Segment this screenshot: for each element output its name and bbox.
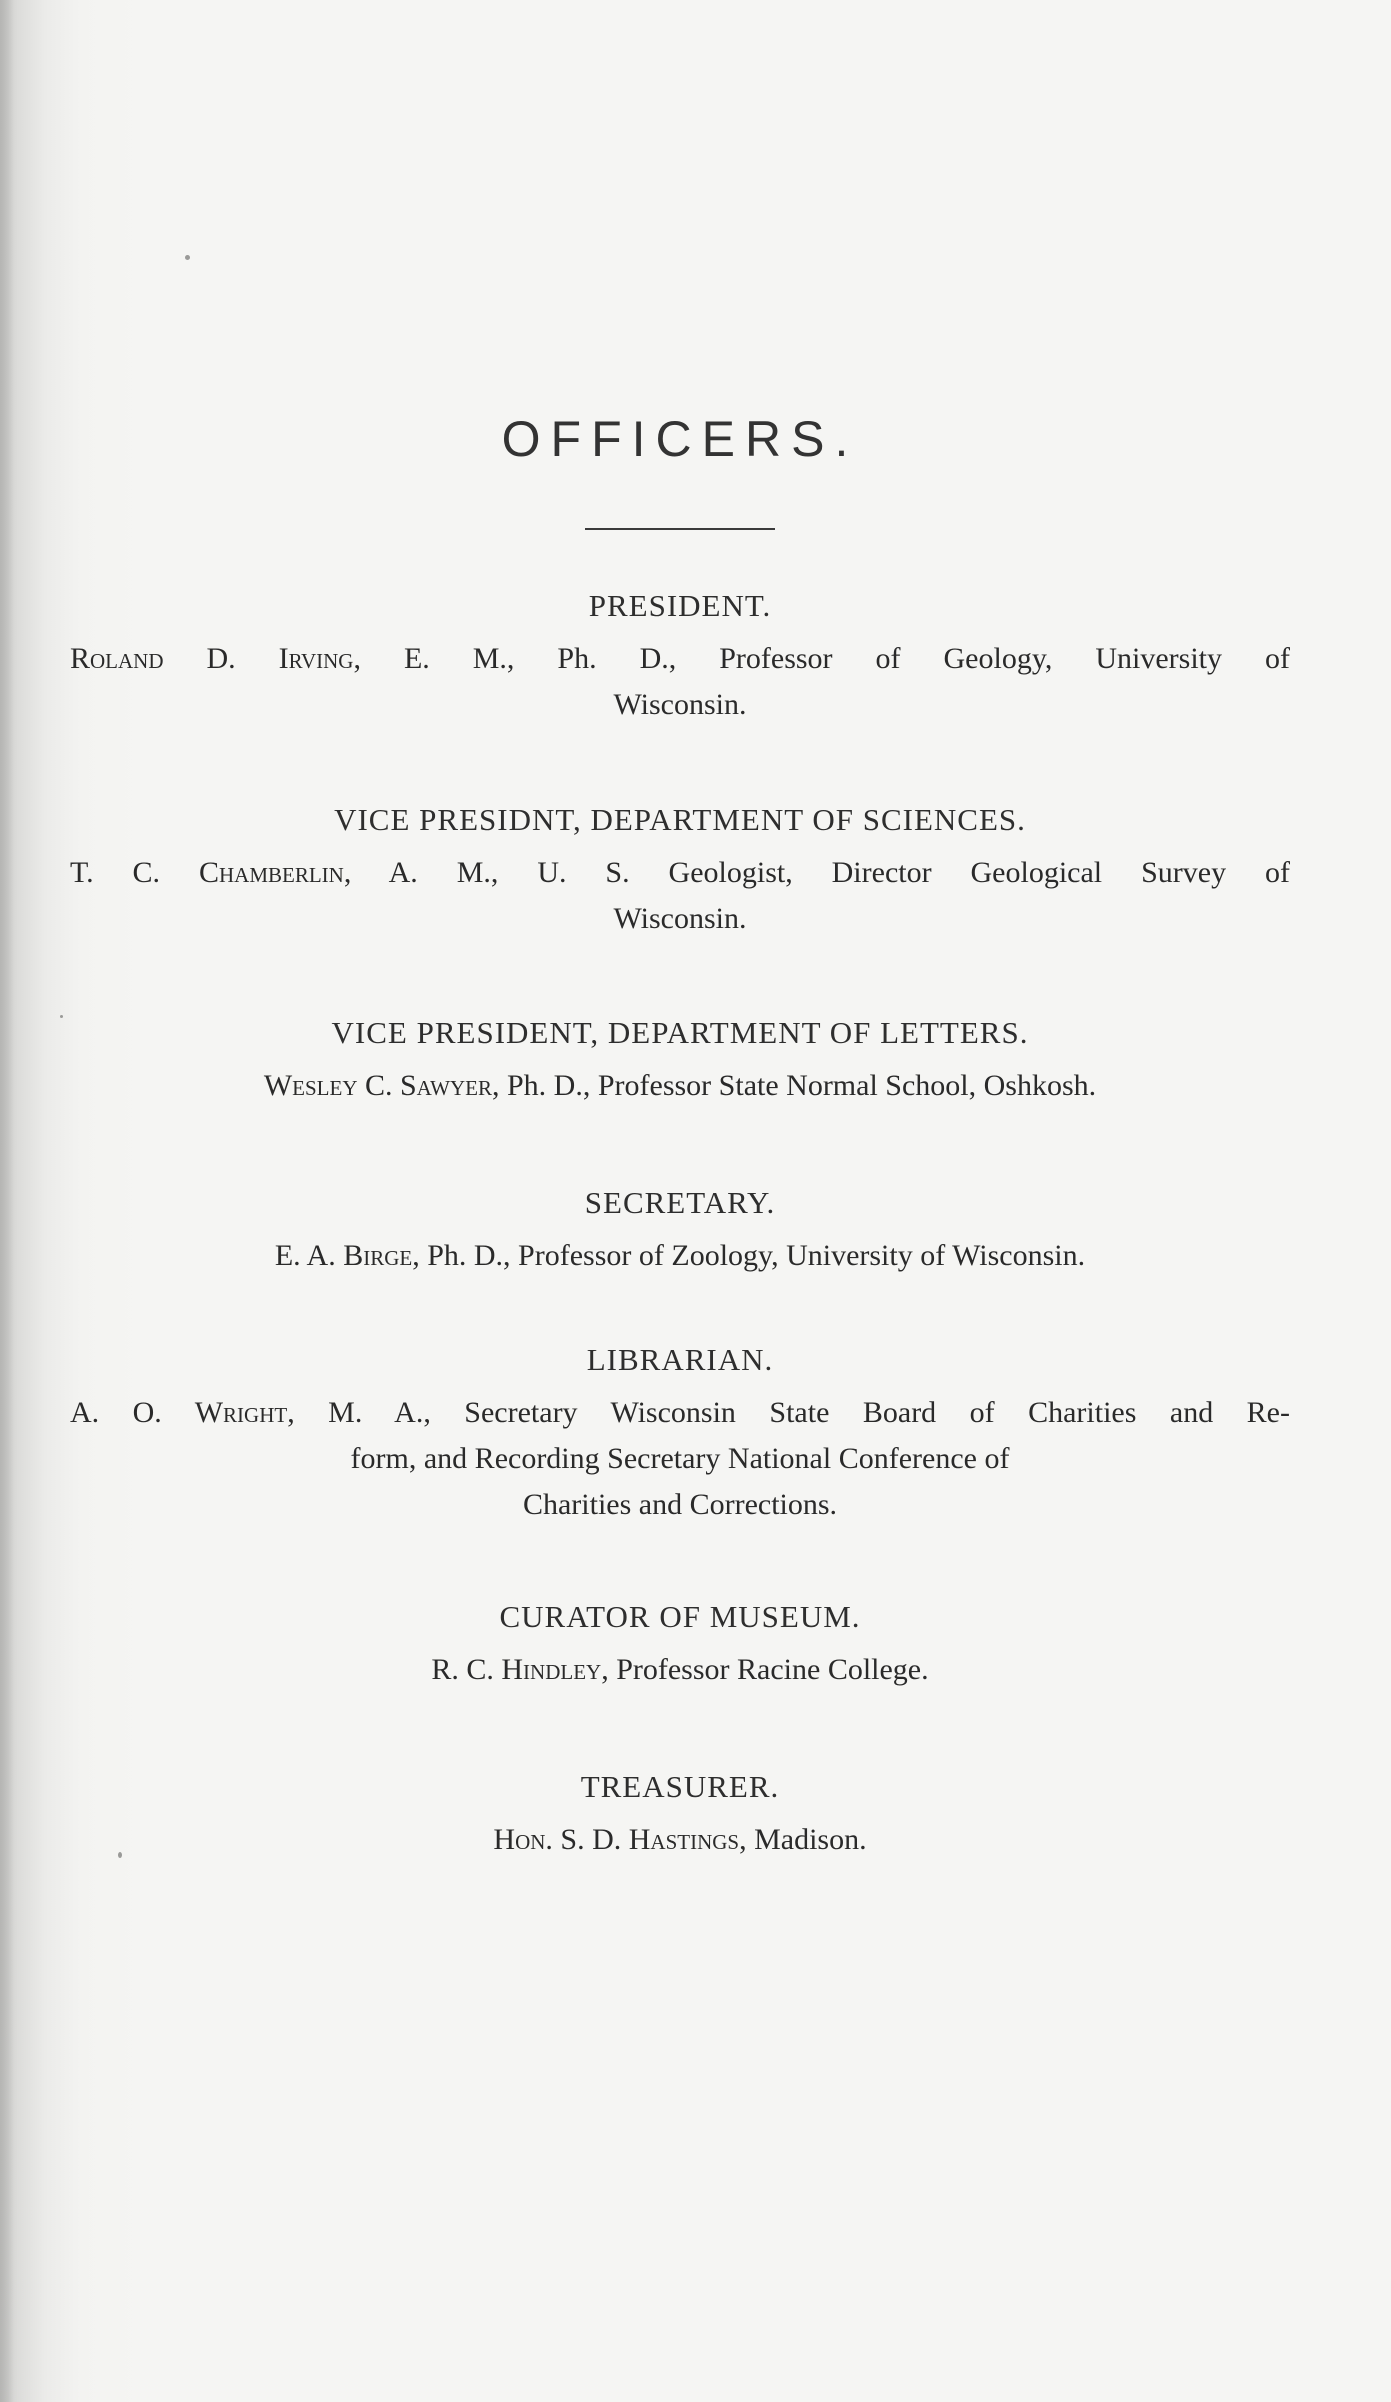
officer-entry bbox=[70, 850, 1290, 942]
officer-entry bbox=[70, 636, 1290, 728]
title-rule bbox=[585, 528, 775, 530]
section-vice-president-letters bbox=[70, 1013, 1290, 1109]
section-title: VICE PRESIDENT, DEPARTMENT OF LETTERS. bbox=[331, 1015, 1029, 1050]
officer-line bbox=[70, 1233, 1290, 1279]
binding-shadow bbox=[0, 0, 14, 2402]
officer-line: form, and Recording Secretary National Conference of bbox=[350, 1442, 1010, 1475]
officer-description: , Madison. bbox=[739, 1823, 867, 1856]
officer-line: Wisconsin. bbox=[613, 902, 747, 935]
officer-line bbox=[70, 1063, 1290, 1109]
officer-description: , Professor Racine College. bbox=[601, 1653, 929, 1686]
officer-line: Charities and Corrections. bbox=[522, 1488, 838, 1521]
officer-name: Wesley C. Sawyer bbox=[263, 1069, 492, 1102]
officer-description: , E. M., Ph. D., Professor of Geology, University of bbox=[353, 642, 1290, 675]
section-treasurer bbox=[70, 1767, 1290, 1863]
officer-line: Wisconsin. bbox=[613, 688, 747, 721]
officer-line bbox=[70, 1817, 1290, 1863]
officer-name: T. C. Chamberlin bbox=[70, 856, 344, 889]
officer-name: A. O. Wright bbox=[70, 1396, 288, 1429]
officer-line bbox=[70, 1647, 1290, 1693]
section-title: SECRETARY. bbox=[584, 1185, 776, 1220]
section-title: VICE PRESIDNT, DEPARTMENT OF SCIENCES. bbox=[334, 802, 1026, 837]
paper-speck bbox=[60, 1015, 63, 1018]
officer-description: , M. A., Secretary Wisconsin State Board of Charities and Re- bbox=[287, 1396, 1290, 1429]
officer-name: E. A. Birge bbox=[274, 1239, 413, 1272]
officer-entry bbox=[70, 1817, 1290, 1863]
officer-line bbox=[70, 636, 1290, 682]
paper-speck bbox=[185, 255, 190, 260]
section-title: CURATOR OF MUSEUM. bbox=[499, 1599, 861, 1634]
section-title: LIBRARIAN. bbox=[586, 1342, 774, 1377]
officer-entry bbox=[70, 1647, 1290, 1693]
officer-description: , Ph. D., Professor of Zoology, University of Wisconsin. bbox=[412, 1239, 1086, 1272]
officer-entry bbox=[70, 1390, 1290, 1528]
officer-entry bbox=[70, 1063, 1290, 1109]
section-curator bbox=[70, 1597, 1290, 1693]
section-secretary bbox=[70, 1183, 1290, 1279]
section-president bbox=[70, 586, 1290, 728]
officer-entry bbox=[70, 1233, 1290, 1279]
officer-description: , A. M., U. S. Geologist, Director Geological Survey of bbox=[343, 856, 1290, 889]
section-title: PRESIDENT. bbox=[588, 588, 772, 623]
section-vice-president-sciences bbox=[70, 800, 1290, 942]
officer-name: R. C. Hindley bbox=[431, 1653, 602, 1686]
section-title: TREASURER. bbox=[580, 1769, 780, 1804]
officer-name: Hon. S. D. Hastings bbox=[493, 1823, 740, 1856]
officer-description: , Ph. D., Professor State Normal School, Oshkosh. bbox=[492, 1069, 1097, 1102]
officer-line bbox=[70, 1390, 1290, 1436]
officer-line bbox=[70, 850, 1290, 896]
officer-name: Roland D. Irving bbox=[70, 642, 354, 675]
section-librarian bbox=[70, 1340, 1290, 1528]
page-title: OFFICERS. bbox=[501, 411, 859, 467]
